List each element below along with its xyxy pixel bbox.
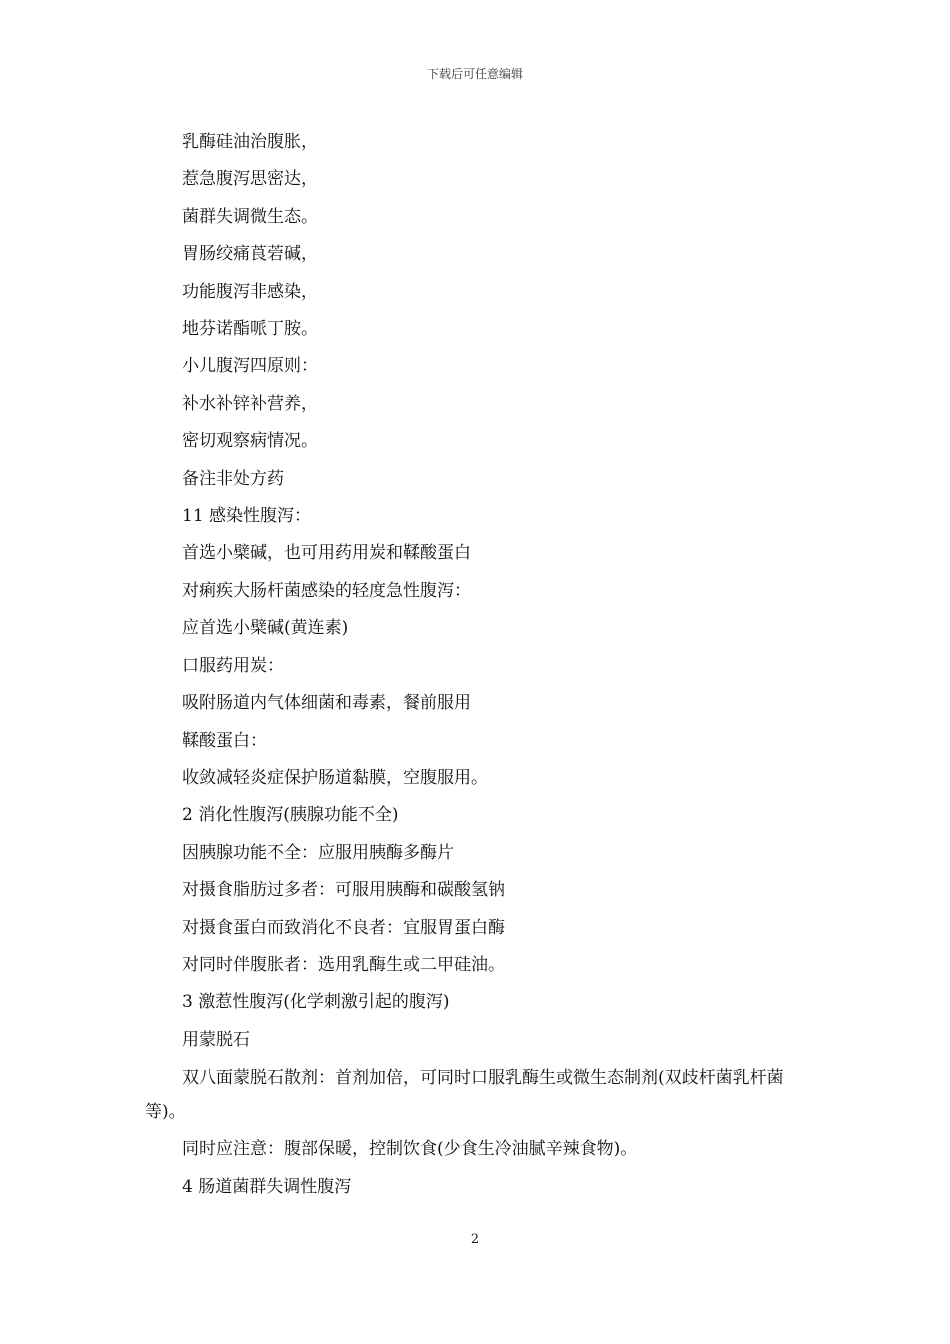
text-line: 对痢疾大肠杆菌感染的轻度急性腹泻： (182, 580, 471, 601)
text-line: 小儿腹泻四原则： (182, 356, 318, 377)
text-line: 胃肠绞痛莨菪碱， (182, 244, 318, 265)
text-line: 应首选小檗碱(黄连素) (182, 618, 349, 639)
text-line: 同时应注意：腹部保暖，控制饮食(少食生冷油腻辛辣食物)。 (182, 1139, 638, 1160)
text-line: 乳酶硅油治腹胀， (182, 132, 318, 152)
text-line: 因胰腺功能不全：应服用胰酶多酶片 (182, 842, 454, 863)
page-header: 下载后可任意编辑 (426, 67, 523, 81)
document-body (145, 124, 810, 1206)
section-heading: 2 消化性腹泻(胰腺功能不全) (182, 805, 399, 826)
text-paragraph: 双八面蒙脱石散剂：首剂加倍，可同时口服乳酶生或微生态制剂(双歧杆菌乳杆菌等)。 (145, 1068, 784, 1123)
text-line: 对同时伴腹胀者：选用乳酶生或二甲硅油。 (182, 954, 505, 975)
text-line: 用蒙脱石 (182, 1029, 250, 1050)
text-line: 首选小檗碱，也可用药用炭和鞣酸蛋白 (182, 543, 471, 564)
section-heading: 11 感染性腹泻： (182, 506, 312, 527)
text-line: 地芬诺酯哌丁胺。 (182, 319, 318, 340)
text-line: 收敛减轻炎症保护肠道黏膜，空腹服用。 (182, 767, 488, 788)
text-line: 惹急腹泻思密达， (182, 169, 318, 190)
page-number: 2 (470, 1232, 480, 1247)
text-line: 鞣酸蛋白： (182, 730, 267, 751)
text-line: 对摄食蛋白而致消化不良者：宜服胃蛋白酶 (182, 917, 505, 938)
text-line: 吸附肠道内气体细菌和毒素，餐前服用 (182, 693, 471, 714)
text-line: 菌群失调微生态。 (182, 206, 318, 227)
section-heading: 3 激惹性腹泻(化学刺激引起的腹泻) (182, 992, 450, 1013)
section-heading: 4 肠道菌群失调性腹泻 (182, 1176, 352, 1197)
text-line: 补水补锌补营养， (182, 393, 318, 414)
text-line: 口服药用炭： (182, 655, 284, 676)
text-line: 对摄食脂肪过多者：可服用胰酶和碳酸氢钠 (182, 880, 505, 901)
text-line: 密切观察病情况。 (182, 431, 318, 452)
text-line: 功能腹泻非感染， (182, 281, 318, 302)
text-line: 备注非处方药 (182, 468, 284, 489)
